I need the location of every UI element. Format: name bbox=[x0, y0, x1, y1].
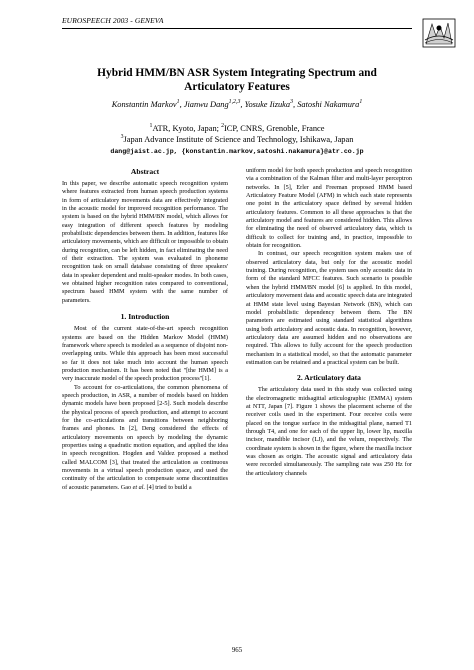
author-name: Satoshi Nakamura bbox=[297, 100, 360, 109]
affil-text: ICP, CNRS, Grenoble, France bbox=[224, 124, 325, 133]
section-heading-introduction: 1. Introduction bbox=[120, 312, 170, 322]
author-list: Konstantin Markov$^1$, Jianwu Dang$^{1,2,3}$, Yosuke Iizuka$^3$, Satoshi Nakamura$^1$ bbox=[111, 99, 363, 109]
body-paragraph-3: The articulatory data used in this study was collected using the electromagnetic midsagittal articulographic (EMMA) system at NTT, Japan [7]. Figure 1 shows the placement scheme of the receiver coils used in the experiment. Four receive coils were placed on the tongue surface in the midsagittal plane, named T1 through T4, and one for each of the upper lip, lower lip, maxilla incisor, mandible incisor (LJ), and the velum, respectively. The coordinate system is shown in the figure, where the maxilla incisor was chosen as origin. The acoustic signal and articulatory data were recorded simultaneously. The sampling rate was 250 Hz for the articulatory channels bbox=[246, 386, 412, 477]
paragraph-text-italic: et al. bbox=[132, 483, 145, 491]
affiliations bbox=[40, 123, 434, 145]
abstract-heading: Abstract bbox=[130, 167, 160, 176]
running-header bbox=[62, 14, 412, 48]
body-paragraph-1: uniform model for both speech production and speech recognition via a combination of the Kalman filter and multi-layer perceptron networks. In [5], Erler and Freeman proposed HMM based Articulatory Feature Model (AFM) in which each state represents one point in the articulatory space defined by several hidden articulatory features. Common to all these approaches is that the articulatory model and features are considered hidden. This allows for eliminating the need of observed articulatory data, which is difficult to collect for training and, in practice, impossible to obtain for recognition. bbox=[246, 167, 412, 250]
left-column bbox=[62, 167, 228, 492]
paragraph-text: To account for co-articulations, the common phenomena of speech production, in ASR, a number of models based on hidden dynamic models have been proposed [2-5]. Such models describe the physical process of speech production, and attempt to account for the co-articulations and transitions between neighboring frames and phones. In [2], Deng considered the effects of articulatory movements on speech by modeling the dynamic properties using a quadratic motion equation, and applied the idea in speech recognition. Hogden and Valdez proposed a method called MALCOM [3], that treated the articulation as continuous movements in a virtual speech production space, and used the continuity of the articulation to compensate some discontinuities of acoustic parameters. Gao bbox=[62, 383, 228, 491]
author-emails: dang@jaist.ac.jp, {konstantin.markov,satoshi.nakamura}@atr.co.jp bbox=[110, 148, 364, 155]
author-name: Yosuke Iizuka bbox=[244, 100, 291, 109]
section-heading-articulatory-data: 2. Articulatory data bbox=[297, 373, 361, 383]
title-line-2: Articulatory Features bbox=[184, 81, 290, 93]
body-paragraph-2: In contrast, our speech recognition system makes use of observed articulatory data, but only for the acoustic model training. During recognition, the system uses only acoustic data in form of the standard MFCC features. Such scenario is possible when the hybrid HMM/BN model [6] is applied. In this model, articulatory movement data and acoustic speech data are integrated at HMM state level using Bayesian Network (BN), which can model probabilistic dependency between them. The BN parameters are estimated using standard statistical algorithms using both articulatory and acoustic data. In recognition, however, articulatory data are assumed hidden and no observations are required. This allows to fully account for the speech production mechanism in a statistical model, so that the automatic parameter estimation can be retained and a practical system can be built. bbox=[246, 250, 412, 366]
affil-text: Japan Advance Institute of Science and Technology, Ishikawa, Japan bbox=[123, 135, 354, 144]
affiliation-line-1 bbox=[40, 123, 434, 134]
header-rule bbox=[62, 28, 412, 29]
author-name: Konstantin Markov bbox=[111, 100, 177, 109]
affiliation-line-2 bbox=[40, 134, 434, 145]
affil-text: ATR, Kyoto, Japan; bbox=[152, 124, 222, 133]
affil-sup: 3 bbox=[120, 134, 124, 141]
abstract-text: In this paper, we describe automatic speech recognition system where features extracted from human speech production systems in form of articulatory movements data are effectively integrated in the acoustic model for improved recognition performance. The system is based on the hybrid HMM/BN model, which allows for easy integration of different speech features by modeling probabilistic dependencies between them. In addition, features like articulatory movements, which are difficult or impossible to obtain during recognition, can be left hidden, in fact eliminating the need of their extraction. The system was evaluated in phoneme recognition task on small database consisting of three speakers' data in speaker dependent and multi-speaker modes. In both cases, we obtained higher recognition rates compared to conventional, spectrum based HMM system with the same number of parameters. bbox=[62, 180, 228, 304]
affil-sup: 2 bbox=[221, 123, 224, 130]
affil-sup: 1 bbox=[149, 123, 153, 130]
paper-title bbox=[40, 66, 434, 94]
conference-name: EUROSPEECH 2003 - GENEVA bbox=[62, 16, 164, 25]
intro-paragraph-1: Most of the current state-of-the-art speech recognition systems are based on the Hidden Markov Model (HMM) framework where speech is modeled as a sequence of disjoint non-overlapping units. While this approach has been most successful so far it does not take much into account the human speech production mechanism. It has been noted that "[the HMM] is a very inaccurate model of the speech production process"[1]. bbox=[62, 325, 228, 383]
page-number: 965 bbox=[231, 647, 243, 654]
author-sup: 1 bbox=[359, 99, 363, 106]
author-sup: 1 bbox=[176, 99, 180, 106]
author-name: Jianwu Dang bbox=[183, 100, 229, 109]
conference-logo-icon bbox=[422, 18, 456, 48]
paragraph-text: [4] tried to build a bbox=[145, 483, 192, 491]
right-column bbox=[246, 167, 412, 478]
author-sup: 3 bbox=[290, 99, 294, 106]
title-line-1: Hybrid HMM/BN ASR System Integrating Spectrum and bbox=[97, 67, 377, 79]
author-sup: 1,2,3 bbox=[228, 99, 241, 106]
intro-paragraph-2 bbox=[62, 384, 228, 492]
